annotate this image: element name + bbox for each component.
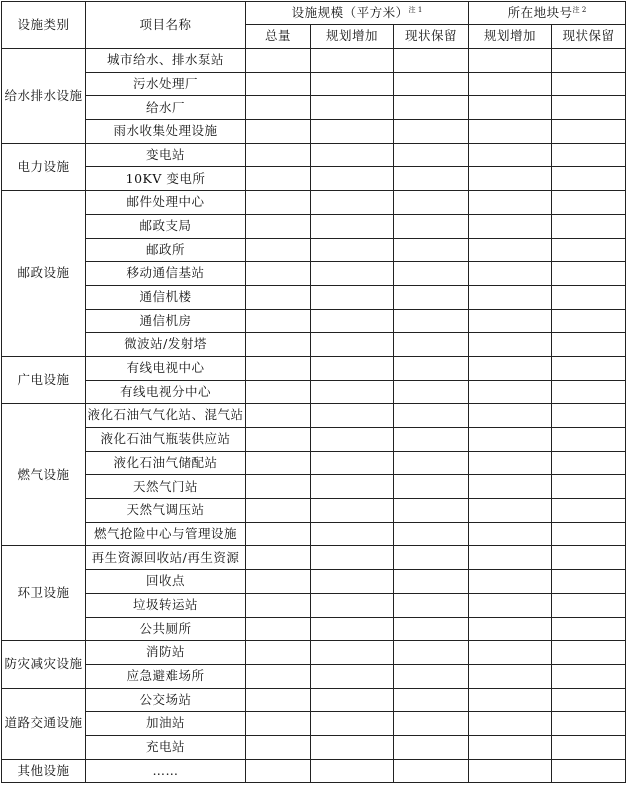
value-cell[interactable] bbox=[311, 593, 394, 617]
category-cell: 环卫设施 bbox=[2, 546, 86, 641]
item-name-cell: 消防站 bbox=[86, 641, 246, 665]
category-cell: 防灾减灾设施 bbox=[2, 641, 86, 688]
value-cell[interactable] bbox=[246, 120, 311, 144]
category-cell: 广电设施 bbox=[2, 356, 86, 403]
value-cell[interactable] bbox=[246, 593, 311, 617]
value-cell[interactable] bbox=[246, 214, 311, 238]
item-name-cell: 10KV 变电所 bbox=[86, 167, 246, 191]
table-row bbox=[2, 712, 626, 736]
value-cell[interactable] bbox=[246, 309, 311, 333]
value-cell[interactable] bbox=[552, 688, 626, 712]
item-name-cell: 给水厂 bbox=[86, 96, 246, 120]
value-cell[interactable] bbox=[311, 191, 394, 215]
value-cell[interactable] bbox=[552, 735, 626, 759]
table-row bbox=[2, 120, 626, 144]
location-note: 注 2 bbox=[572, 5, 587, 14]
table-row bbox=[2, 356, 626, 380]
table-row bbox=[2, 333, 626, 357]
value-cell[interactable] bbox=[246, 428, 311, 452]
table-row bbox=[2, 214, 626, 238]
value-cell[interactable] bbox=[469, 72, 552, 96]
value-cell[interactable] bbox=[469, 451, 552, 475]
value-cell[interactable] bbox=[311, 428, 394, 452]
value-cell[interactable] bbox=[246, 72, 311, 96]
value-cell[interactable] bbox=[469, 522, 552, 546]
category-cell: 电力设施 bbox=[2, 143, 86, 190]
value-cell[interactable] bbox=[394, 570, 469, 594]
table-row bbox=[2, 72, 626, 96]
value-cell[interactable] bbox=[246, 641, 311, 665]
value-cell[interactable] bbox=[552, 120, 626, 144]
table-row bbox=[2, 522, 626, 546]
table-row bbox=[2, 617, 626, 641]
item-name-cell: 加油站 bbox=[86, 712, 246, 736]
value-cell[interactable] bbox=[311, 617, 394, 641]
value-cell[interactable] bbox=[469, 499, 552, 523]
table-row bbox=[2, 546, 626, 570]
value-cell[interactable] bbox=[311, 49, 394, 73]
value-cell[interactable] bbox=[246, 96, 311, 120]
value-cell[interactable] bbox=[552, 546, 626, 570]
category-cell: 其他设施 bbox=[2, 759, 86, 783]
value-cell[interactable] bbox=[552, 499, 626, 523]
value-cell[interactable] bbox=[469, 191, 552, 215]
table-row bbox=[2, 309, 626, 333]
item-name-cell: 回收点 bbox=[86, 570, 246, 594]
value-cell[interactable] bbox=[469, 617, 552, 641]
value-cell[interactable] bbox=[311, 143, 394, 167]
value-cell[interactable] bbox=[469, 333, 552, 357]
value-cell[interactable] bbox=[394, 96, 469, 120]
value-cell[interactable] bbox=[394, 167, 469, 191]
header-current-kept-2: 现状保留 bbox=[552, 25, 626, 49]
value-cell[interactable] bbox=[311, 735, 394, 759]
value-cell[interactable] bbox=[246, 356, 311, 380]
item-name-cell: 微波站/发射塔 bbox=[86, 333, 246, 357]
value-cell[interactable] bbox=[552, 49, 626, 73]
value-cell[interactable] bbox=[469, 404, 552, 428]
value-cell[interactable] bbox=[246, 380, 311, 404]
value-cell[interactable] bbox=[552, 167, 626, 191]
value-cell[interactable] bbox=[469, 735, 552, 759]
value-cell[interactable] bbox=[469, 120, 552, 144]
value-cell[interactable] bbox=[552, 641, 626, 665]
header-total: 总量 bbox=[246, 25, 311, 49]
value-cell[interactable] bbox=[394, 499, 469, 523]
value-cell[interactable] bbox=[311, 96, 394, 120]
value-cell[interactable] bbox=[552, 404, 626, 428]
value-cell[interactable] bbox=[394, 735, 469, 759]
value-cell[interactable] bbox=[469, 309, 552, 333]
item-name-cell: …… bbox=[86, 759, 246, 783]
table-row bbox=[2, 570, 626, 594]
value-cell[interactable] bbox=[311, 333, 394, 357]
value-cell[interactable] bbox=[552, 356, 626, 380]
header-category: 设施类别 bbox=[2, 2, 86, 49]
item-name-cell: 移动通信基站 bbox=[86, 262, 246, 286]
table-row bbox=[2, 285, 626, 309]
value-cell[interactable] bbox=[311, 712, 394, 736]
value-cell[interactable] bbox=[469, 759, 552, 783]
value-cell[interactable] bbox=[469, 143, 552, 167]
item-name-cell: 天然气门站 bbox=[86, 475, 246, 499]
value-cell[interactable] bbox=[394, 120, 469, 144]
value-cell[interactable] bbox=[394, 238, 469, 262]
value-cell[interactable] bbox=[394, 712, 469, 736]
value-cell[interactable] bbox=[469, 712, 552, 736]
value-cell[interactable] bbox=[246, 167, 311, 191]
value-cell[interactable] bbox=[311, 238, 394, 262]
table-row bbox=[2, 641, 626, 665]
table-row bbox=[2, 688, 626, 712]
table-row bbox=[2, 96, 626, 120]
value-cell[interactable] bbox=[394, 759, 469, 783]
value-cell[interactable] bbox=[394, 522, 469, 546]
header-scale: 设施规模（平方米）$^{注 1}$ bbox=[246, 2, 469, 25]
item-name-cell: 液化石油气气化站、混气站 bbox=[86, 404, 246, 428]
table-row bbox=[2, 593, 626, 617]
value-cell[interactable] bbox=[394, 72, 469, 96]
value-cell[interactable] bbox=[469, 593, 552, 617]
item-name-cell: 通信机房 bbox=[86, 309, 246, 333]
value-cell[interactable] bbox=[552, 428, 626, 452]
table-row bbox=[2, 262, 626, 286]
value-cell[interactable] bbox=[394, 214, 469, 238]
value-cell[interactable] bbox=[552, 262, 626, 286]
value-cell[interactable] bbox=[311, 641, 394, 665]
header-location: 所在地块号$^{注 2}$ bbox=[469, 2, 626, 25]
value-cell[interactable] bbox=[311, 214, 394, 238]
category-cell: 给水排水设施 bbox=[2, 49, 86, 144]
value-cell[interactable] bbox=[311, 356, 394, 380]
value-cell[interactable] bbox=[311, 499, 394, 523]
value-cell[interactable] bbox=[469, 49, 552, 73]
value-cell[interactable] bbox=[394, 333, 469, 357]
table-row bbox=[2, 451, 626, 475]
item-name-cell: 液化石油气储配站 bbox=[86, 451, 246, 475]
value-cell[interactable] bbox=[469, 262, 552, 286]
value-cell[interactable] bbox=[469, 167, 552, 191]
value-cell[interactable] bbox=[469, 96, 552, 120]
value-cell[interactable] bbox=[246, 49, 311, 73]
item-name-cell: 液化石油气瓶装供应站 bbox=[86, 428, 246, 452]
value-cell[interactable] bbox=[394, 688, 469, 712]
table-row bbox=[2, 167, 626, 191]
value-cell[interactable] bbox=[469, 688, 552, 712]
table-row bbox=[2, 380, 626, 404]
item-name-cell: 垃圾转运站 bbox=[86, 593, 246, 617]
facility-table bbox=[1, 1, 626, 783]
value-cell[interactable] bbox=[394, 49, 469, 73]
value-cell[interactable] bbox=[394, 285, 469, 309]
item-name-cell: 天然气调压站 bbox=[86, 499, 246, 523]
value-cell[interactable] bbox=[552, 96, 626, 120]
value-cell[interactable] bbox=[469, 238, 552, 262]
value-cell[interactable] bbox=[552, 712, 626, 736]
value-cell[interactable] bbox=[311, 285, 394, 309]
table-row bbox=[2, 475, 626, 499]
value-cell[interactable] bbox=[552, 191, 626, 215]
value-cell[interactable] bbox=[469, 546, 552, 570]
value-cell[interactable] bbox=[394, 451, 469, 475]
value-cell[interactable] bbox=[311, 404, 394, 428]
value-cell[interactable] bbox=[311, 688, 394, 712]
header-item-name: 项目名称 bbox=[86, 2, 246, 49]
value-cell[interactable] bbox=[246, 617, 311, 641]
item-name-cell: 有线电视中心 bbox=[86, 356, 246, 380]
scale-note: 注 1 bbox=[408, 5, 423, 14]
table-row bbox=[2, 238, 626, 262]
value-cell[interactable] bbox=[469, 380, 552, 404]
value-cell[interactable] bbox=[246, 688, 311, 712]
value-cell[interactable] bbox=[394, 404, 469, 428]
value-cell[interactable] bbox=[311, 475, 394, 499]
value-cell[interactable] bbox=[552, 617, 626, 641]
item-name-cell: 雨水收集处理设施 bbox=[86, 120, 246, 144]
value-cell[interactable] bbox=[246, 522, 311, 546]
table-row bbox=[2, 404, 626, 428]
item-name-cell: 邮政所 bbox=[86, 238, 246, 262]
value-cell[interactable] bbox=[552, 214, 626, 238]
value-cell[interactable] bbox=[552, 522, 626, 546]
value-cell[interactable] bbox=[246, 664, 311, 688]
value-cell[interactable] bbox=[552, 238, 626, 262]
value-cell[interactable] bbox=[394, 262, 469, 286]
table-row bbox=[2, 664, 626, 688]
value-cell[interactable] bbox=[311, 120, 394, 144]
value-cell[interactable] bbox=[394, 641, 469, 665]
value-cell[interactable] bbox=[246, 570, 311, 594]
value-cell[interactable] bbox=[246, 238, 311, 262]
value-cell[interactable] bbox=[311, 262, 394, 286]
value-cell[interactable] bbox=[552, 72, 626, 96]
value-cell[interactable] bbox=[469, 285, 552, 309]
value-cell[interactable] bbox=[552, 759, 626, 783]
item-name-cell: 污水处理厂 bbox=[86, 72, 246, 96]
value-cell[interactable] bbox=[552, 143, 626, 167]
value-cell[interactable] bbox=[469, 570, 552, 594]
value-cell[interactable] bbox=[394, 191, 469, 215]
value-cell[interactable] bbox=[552, 380, 626, 404]
value-cell[interactable] bbox=[394, 380, 469, 404]
header-current-kept: 现状保留 bbox=[394, 25, 469, 49]
category-cell: 燃气设施 bbox=[2, 404, 86, 546]
item-name-cell: 应急避难场所 bbox=[86, 664, 246, 688]
value-cell[interactable] bbox=[469, 214, 552, 238]
table-row bbox=[2, 759, 626, 783]
header-planned-increase-2: 规划增加 bbox=[469, 25, 552, 49]
item-name-cell: 邮政支局 bbox=[86, 214, 246, 238]
item-name-cell: 公共厕所 bbox=[86, 617, 246, 641]
value-cell[interactable] bbox=[311, 451, 394, 475]
item-name-cell: 再生资源回收站/再生资源 bbox=[86, 546, 246, 570]
value-cell[interactable] bbox=[552, 451, 626, 475]
header-planned-increase: 规划增加 bbox=[311, 25, 394, 49]
value-cell[interactable] bbox=[394, 593, 469, 617]
value-cell[interactable] bbox=[552, 309, 626, 333]
value-cell[interactable] bbox=[394, 428, 469, 452]
value-cell[interactable] bbox=[246, 499, 311, 523]
value-cell[interactable] bbox=[246, 735, 311, 759]
value-cell[interactable] bbox=[311, 546, 394, 570]
value-cell[interactable] bbox=[552, 593, 626, 617]
table-row bbox=[2, 191, 626, 215]
value-cell[interactable] bbox=[246, 451, 311, 475]
value-cell[interactable] bbox=[246, 546, 311, 570]
value-cell[interactable] bbox=[469, 664, 552, 688]
value-cell[interactable] bbox=[246, 262, 311, 286]
value-cell[interactable] bbox=[552, 570, 626, 594]
table-row bbox=[2, 143, 626, 167]
category-cell: 道路交通设施 bbox=[2, 688, 86, 759]
value-cell[interactable] bbox=[311, 309, 394, 333]
item-name-cell: 变电站 bbox=[86, 143, 246, 167]
value-cell[interactable] bbox=[246, 191, 311, 215]
value-cell[interactable] bbox=[552, 475, 626, 499]
item-name-cell: 城市给水、排水泵站 bbox=[86, 49, 246, 73]
value-cell[interactable] bbox=[311, 570, 394, 594]
value-cell[interactable] bbox=[552, 333, 626, 357]
category-cell: 邮政设施 bbox=[2, 191, 86, 357]
item-name-cell: 燃气抢险中心与管理设施 bbox=[86, 522, 246, 546]
value-cell[interactable] bbox=[311, 522, 394, 546]
value-cell[interactable] bbox=[246, 712, 311, 736]
value-cell[interactable] bbox=[552, 664, 626, 688]
value-cell[interactable] bbox=[311, 759, 394, 783]
value-cell[interactable] bbox=[246, 333, 311, 357]
value-cell[interactable] bbox=[394, 664, 469, 688]
item-name-cell: 有线电视分中心 bbox=[86, 380, 246, 404]
value-cell[interactable] bbox=[394, 617, 469, 641]
table-row bbox=[2, 428, 626, 452]
table-row bbox=[2, 735, 626, 759]
item-name-cell: 充电站 bbox=[86, 735, 246, 759]
table-row bbox=[2, 499, 626, 523]
value-cell[interactable] bbox=[246, 143, 311, 167]
value-cell[interactable] bbox=[469, 356, 552, 380]
table-row bbox=[2, 49, 626, 73]
value-cell[interactable] bbox=[246, 475, 311, 499]
item-name-cell: 公交场站 bbox=[86, 688, 246, 712]
value-cell[interactable] bbox=[246, 285, 311, 309]
value-cell[interactable] bbox=[394, 309, 469, 333]
value-cell[interactable] bbox=[246, 759, 311, 783]
item-name-cell: 通信机楼 bbox=[86, 285, 246, 309]
value-cell[interactable] bbox=[394, 475, 469, 499]
value-cell[interactable] bbox=[469, 428, 552, 452]
value-cell[interactable] bbox=[246, 404, 311, 428]
value-cell[interactable] bbox=[469, 641, 552, 665]
value-cell[interactable] bbox=[552, 285, 626, 309]
item-name-cell: 邮件处理中心 bbox=[86, 191, 246, 215]
value-cell[interactable] bbox=[469, 475, 552, 499]
value-cell[interactable] bbox=[394, 546, 469, 570]
value-cell[interactable] bbox=[311, 167, 394, 191]
value-cell[interactable] bbox=[311, 664, 394, 688]
value-cell[interactable] bbox=[394, 356, 469, 380]
value-cell[interactable] bbox=[311, 72, 394, 96]
value-cell[interactable] bbox=[311, 380, 394, 404]
value-cell[interactable] bbox=[394, 143, 469, 167]
